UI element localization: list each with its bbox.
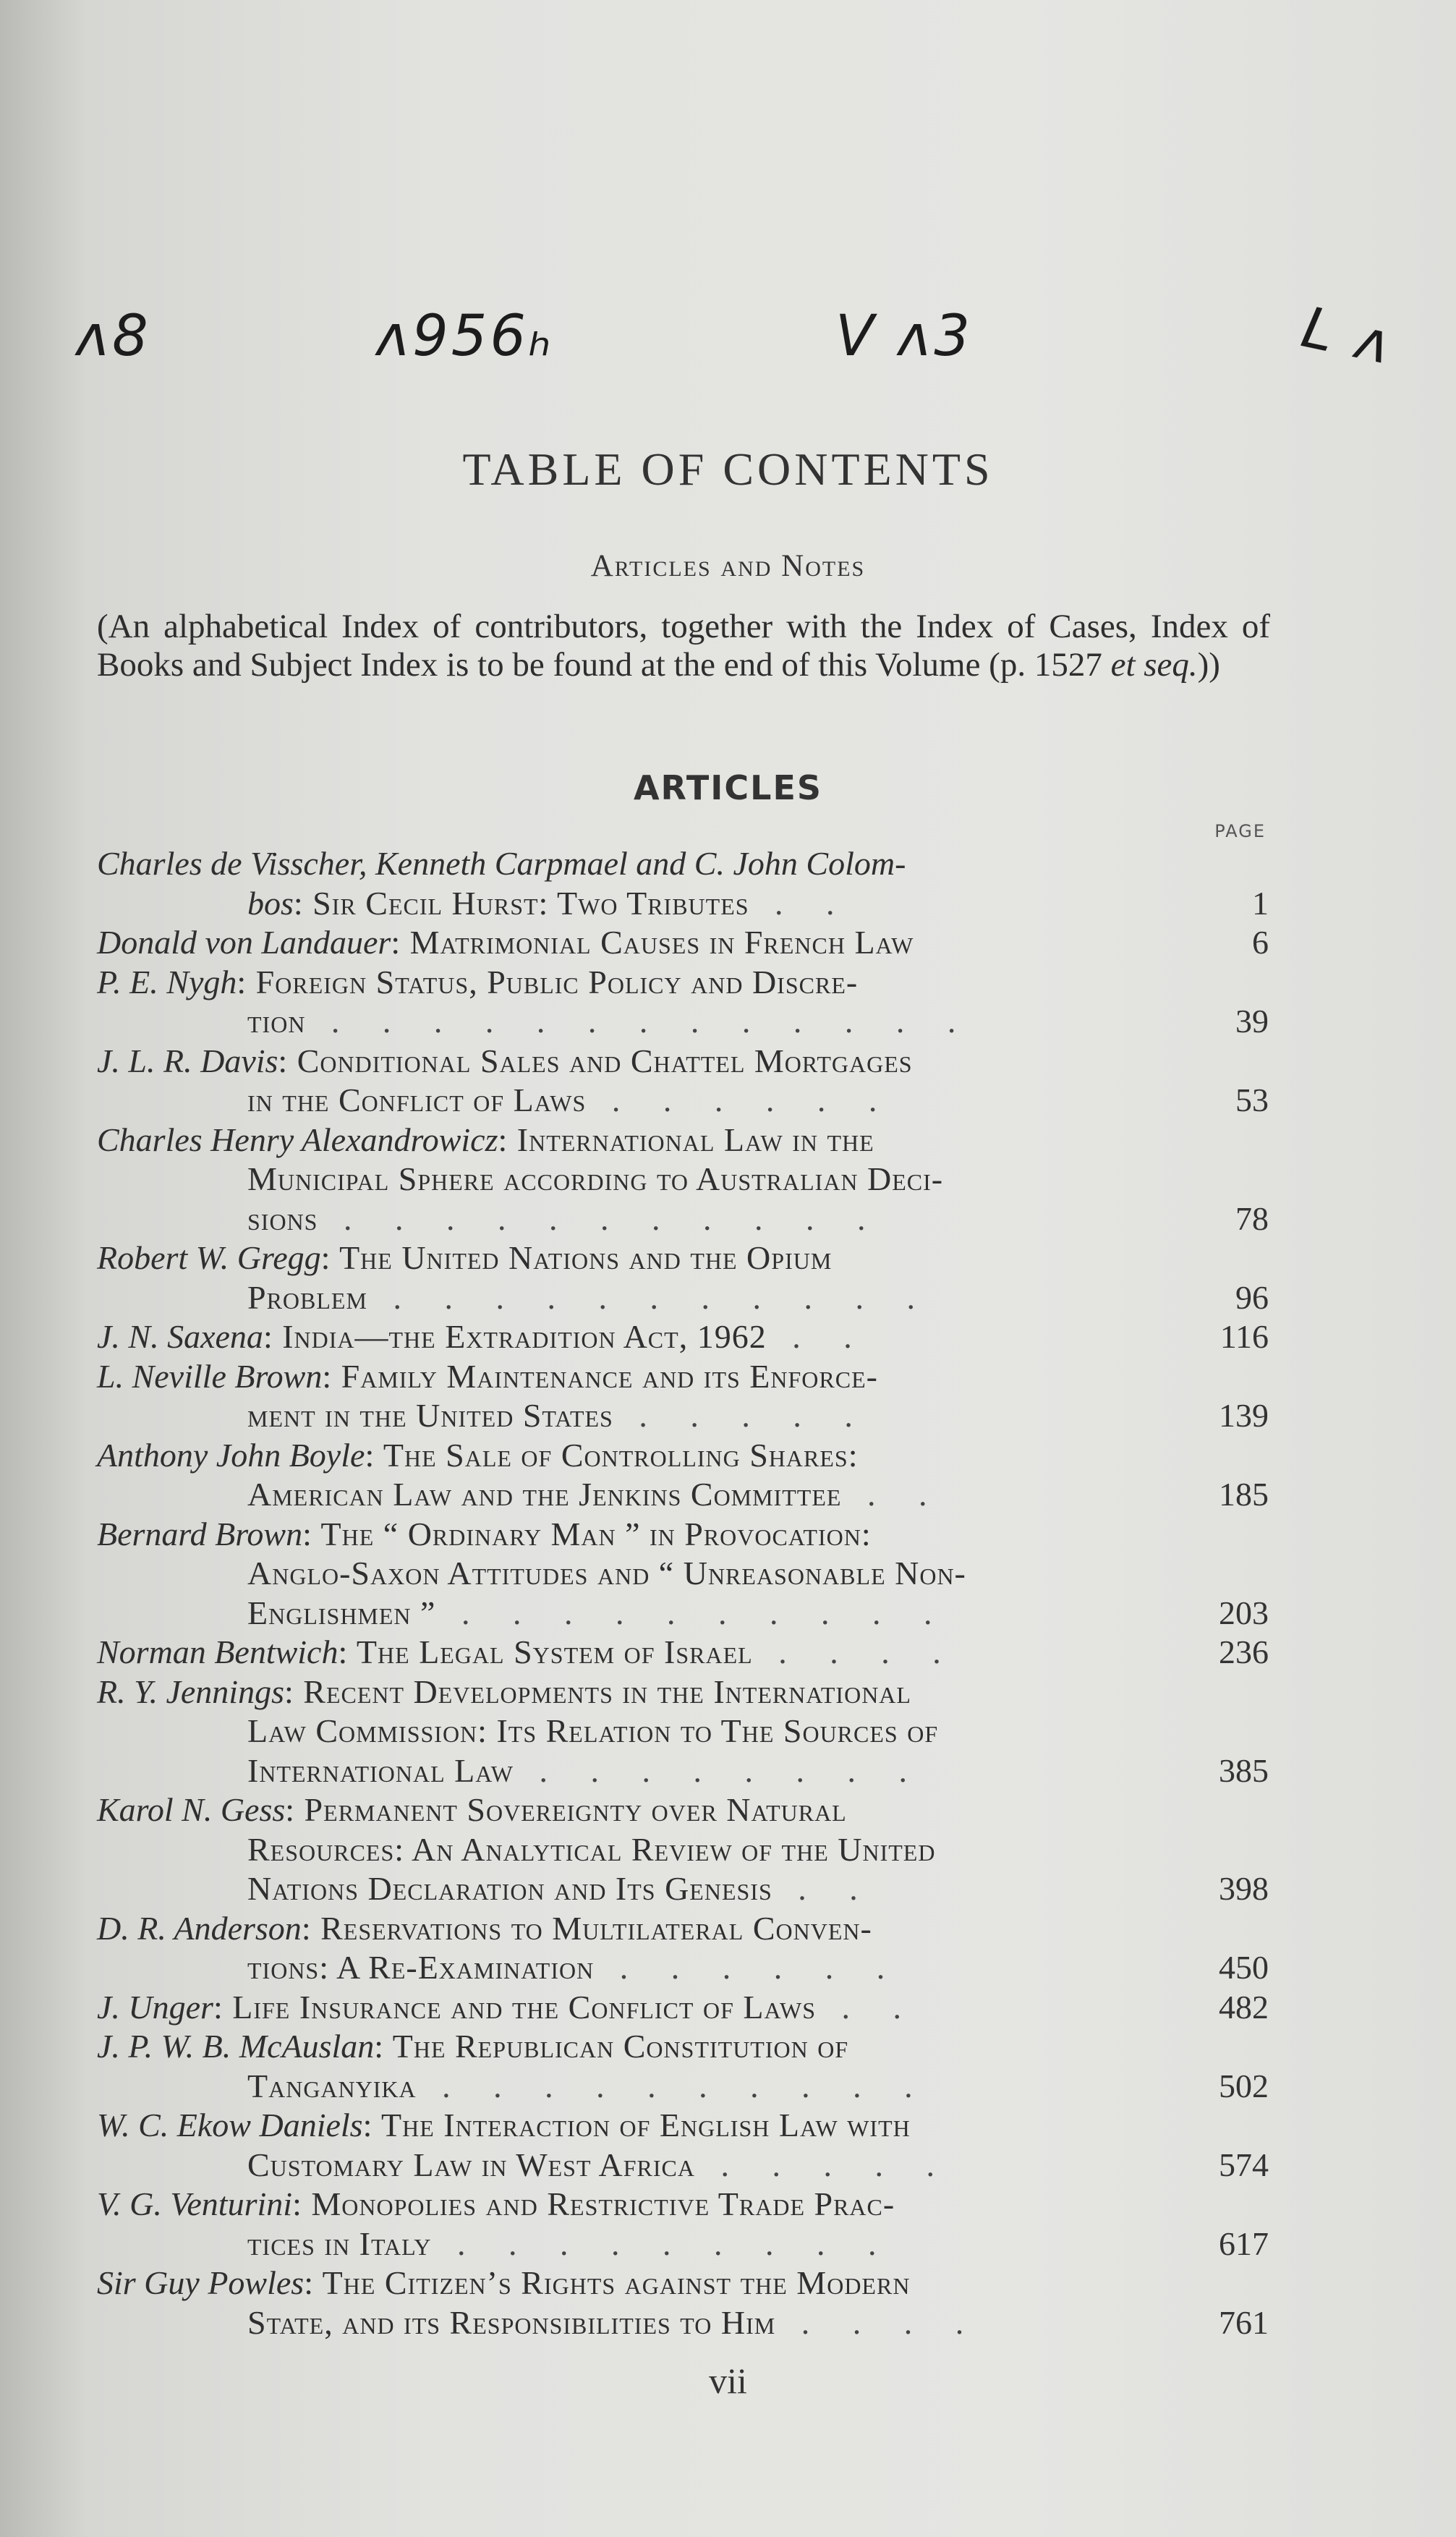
intro-paragraph [97, 608, 1270, 684]
contents-entry [97, 1121, 1269, 1239]
entry-leader-dots: . . . . . . . . . [431, 2224, 894, 2262]
entry-page-number: 450 [1219, 1949, 1269, 1986]
contents-entry [97, 2185, 1269, 2264]
entry-line [97, 1042, 1269, 1081]
entry-title: Anglo-Saxon Attitudes and “ Unreasonable Non- [247, 1555, 966, 1592]
entry-title: : The Citizen’s Rights against the Modern [304, 2264, 911, 2301]
entry-line [97, 1554, 1269, 1594]
entry-title: : Monopolies and Restrictive Trade Prac- [292, 2185, 895, 2222]
entry-line [97, 2106, 1269, 2146]
entry-title: Resources: An Analytical Review of the United [247, 1830, 936, 1868]
entry-page-number: 617 [1219, 2224, 1269, 2262]
entry-title: Law Commission: Its Relation to The Sources of [247, 1712, 939, 1749]
entry-title: : Matrimonial Causes in French Law [391, 924, 914, 961]
entry-title: ment in the United States [247, 1397, 613, 1434]
entry-line [97, 1002, 1269, 1042]
entry-line [97, 1121, 1269, 1160]
entry-author: L. Neville Brown [97, 1357, 323, 1395]
entry-title: : Recent Developments in the International [284, 1673, 911, 1710]
entry-line [97, 1673, 1269, 1712]
entry-line [97, 2185, 1269, 2224]
entry-author: Donald von Landauer [97, 924, 391, 961]
contents-entry [97, 844, 1269, 923]
entry-author: J. Unger [97, 1988, 213, 2026]
contents-entry [97, 1673, 1269, 1791]
entry-page-number: 385 [1219, 1751, 1269, 1789]
handwritten-mark-3: V ᴧ3 [835, 304, 973, 369]
entry-author: Norman Bentwich [97, 1633, 339, 1670]
entry-leader-dots: . . . . . [694, 2146, 952, 2183]
entry-author: Charles Henry Alexandrowicz [97, 1121, 498, 1158]
intro-text-after: )) [1197, 646, 1220, 684]
entry-title: : The Legal System of Israel [338, 1633, 753, 1670]
entry-line [97, 1790, 1269, 1830]
contents-list [97, 844, 1269, 2342]
entry-leader-dots: . . [841, 1476, 945, 1513]
entry-leader-dots: . . . . [775, 2303, 982, 2341]
entry-author: P. E. Nygh [97, 963, 237, 1000]
entry-line [97, 1869, 1269, 1909]
entry-title: Municipal Sphere according to Australian Deci- [247, 1160, 944, 1197]
entry-title: : Sir Cecil Hurst: Two Tributes [293, 884, 749, 922]
handwritten-mark-4: L ᴧ [1296, 294, 1400, 378]
contents-entry [97, 2264, 1269, 2342]
entry-line [97, 1081, 1269, 1121]
entry-author: D. R. Anderson [97, 1909, 302, 1947]
intro-text-italic: et seq. [1110, 646, 1198, 684]
entry-page-number: 502 [1219, 2067, 1269, 2104]
entry-page-number: 116 [1219, 1318, 1269, 1355]
entry-leader-dots: . . . . . . . . . . [435, 1594, 950, 1631]
entry-author: V. G. Venturini [97, 2185, 293, 2222]
entry-line [97, 2303, 1269, 2343]
entry-title: : Permanent Sovereignty over Natural [285, 1791, 847, 1828]
entry-author: Sir Guy Powles [97, 2264, 305, 2301]
entry-line [97, 1357, 1269, 1397]
entry-line [97, 2146, 1269, 2185]
page-column-label: PAGE [1214, 821, 1266, 841]
entry-title: sions [247, 1199, 318, 1237]
entry-title: : International Law in the [498, 1121, 874, 1158]
entry-line [97, 1515, 1269, 1555]
entry-line [97, 1830, 1269, 1870]
entry-title: : The United Nations and the Opium [320, 1239, 833, 1276]
entry-page-number: 398 [1219, 1870, 1269, 1907]
contents-entry [97, 923, 1269, 963]
entry-page-number: 39 [1235, 1003, 1269, 1040]
entry-line [97, 1988, 1269, 2028]
entry-leader-dots: . . . . . [613, 1397, 870, 1434]
entry-title: American Law and the Jenkins Committee [247, 1476, 842, 1513]
entry-title: tion [247, 1003, 306, 1040]
entry-page-number: 236 [1219, 1633, 1269, 1670]
entry-page-number: 203 [1219, 1594, 1269, 1631]
entry-title: : Reservations to Multilateral Conven- [301, 1909, 872, 1947]
entry-title: tions: A Re-Examination [247, 1949, 595, 1986]
entry-line [97, 1317, 1269, 1357]
entry-title: in the Conflict of Laws [247, 1081, 587, 1118]
entry-leader-dots: . . [766, 1318, 869, 1355]
entry-page-number: 482 [1219, 1988, 1269, 2026]
entry-author: Anthony John Boyle [97, 1436, 365, 1474]
section-subtitle: Articles and Notes [590, 549, 866, 583]
entry-page-number: 1 [1252, 884, 1269, 922]
contents-entry [97, 963, 1269, 1042]
contents-entry [97, 1436, 1269, 1515]
entry-leader-dots: . . . . . . . . [513, 1751, 924, 1789]
entry-title: : India—the Extradition Act, 1962 [263, 1318, 767, 1355]
entry-leader-dots: . . . . . . [594, 1949, 903, 1986]
entry-leader-dots: . . . . . . . . . . . [318, 1199, 883, 1237]
entry-line [97, 1909, 1269, 1949]
entry-leader-dots: . . . . [752, 1633, 958, 1670]
entry-author: J. N. Saxena [97, 1318, 263, 1355]
entry-line [97, 1199, 1269, 1239]
contents-entry [97, 1988, 1269, 2028]
entry-title: : The “ Ordinary Man ” in Provocation: [302, 1515, 872, 1552]
entry-leader-dots: . . . . . . . . . . . . . [305, 1003, 974, 1040]
entry-title: : The Sale of Controlling Shares: [365, 1436, 859, 1474]
entry-line [97, 1396, 1269, 1436]
entry-title: : The Republican Constitution of [374, 2028, 849, 2065]
entry-page-number: 53 [1235, 1081, 1269, 1118]
handwritten-mark-1: ᴧ8 [76, 304, 151, 369]
intro-text-before: (An alphabetical Index of contributors, together with the Index of Cases, Index of Books and Subject Index is to be found at the end of this Volume (p. 1527 [97, 608, 1270, 684]
entry-author: Robert W. Gregg [97, 1239, 321, 1276]
entry-page-number: 78 [1235, 1199, 1269, 1237]
entry-title: : Life Insurance and the Conflict of Laws [213, 1988, 817, 2026]
entry-page-number: 96 [1235, 1278, 1269, 1316]
contents-entry [97, 2027, 1269, 2106]
entry-line [97, 1436, 1269, 1476]
entry-title: : Foreign Status, Public Policy and Discre- [237, 963, 859, 1000]
contents-entry [97, 1633, 1269, 1673]
entry-line [97, 1712, 1269, 1751]
entry-title: : Conditional Sales and Chattel Mortgages [278, 1042, 913, 1079]
entry-line [97, 884, 1269, 924]
entry-leader-dots: . . . . . . . . . . [416, 2067, 930, 2104]
entry-title: Problem [247, 1278, 367, 1316]
handwritten-mark-2: ᴧ956ₕ [376, 304, 555, 369]
entry-line [97, 1238, 1269, 1278]
entry-title: Nations Declaration and Its Genesis [247, 1870, 772, 1907]
entry-line [97, 1594, 1269, 1633]
contents-entry [97, 2106, 1269, 2185]
page-title: TABLE OF CONTENTS [462, 443, 994, 495]
entry-author: Bernard Brown [97, 1515, 303, 1552]
entry-author: R. Y. Jennings [97, 1673, 284, 1710]
contents-entry [97, 1909, 1269, 1988]
entry-page-number: 6 [1252, 924, 1269, 961]
entry-page-number: 574 [1219, 2146, 1269, 2183]
entry-line [97, 2264, 1269, 2303]
entry-title: : The Interaction of English Law with [362, 2107, 911, 2143]
entry-page-number: 139 [1219, 1397, 1269, 1434]
contents-entry [97, 1042, 1269, 1121]
entry-line [97, 1751, 1269, 1791]
contents-entry [97, 1317, 1269, 1357]
articles-heading: ARTICLES [633, 768, 823, 807]
entry-line [97, 923, 1269, 963]
contents-entry [97, 1357, 1269, 1436]
entry-line [97, 2224, 1269, 2264]
entry-title: : Family Maintenance and its Enforce- [322, 1357, 878, 1395]
entry-leader-dots: . . [772, 1870, 875, 1907]
entry-title: State, and its Responsibilities to Him [247, 2303, 776, 2341]
entry-line [97, 1948, 1269, 1988]
entry-leader-dots: . . [816, 1988, 919, 2026]
entry-line [97, 1475, 1269, 1515]
entry-author: bos [247, 884, 294, 922]
entry-page-number: 761 [1219, 2303, 1269, 2341]
entry-author: Karol N. Gess [97, 1791, 286, 1828]
contents-entry [97, 1790, 1269, 1909]
entry-leader-dots: . . . . . . [586, 1081, 895, 1118]
entry-title: Englishmen ” [247, 1594, 436, 1631]
entry-author: J. P. W. B. McAuslan [97, 2028, 375, 2065]
entry-title: International Law [247, 1751, 514, 1789]
page-number: vii [709, 2360, 747, 2401]
entry-leader-dots: . . . . . . . . . . . [367, 1278, 932, 1316]
entry-line [97, 2027, 1269, 2067]
entry-author: W. C. Ekow Daniels [97, 2107, 363, 2143]
contents-entry [97, 1238, 1269, 1317]
entry-line [97, 2067, 1269, 2107]
entry-line [97, 1278, 1269, 1318]
entry-leader-dots: . . [749, 884, 852, 922]
entry-author: Charles de Visscher, Kenneth Carpmael and C. John Colom- [97, 845, 906, 882]
entry-author: J. L. R. Davis [97, 1042, 278, 1079]
entry-line [97, 844, 1269, 884]
entry-line [97, 1633, 1269, 1673]
entry-title: Customary Law in West Africa [247, 2146, 695, 2183]
entry-title: Tanganyika [247, 2067, 417, 2104]
entry-title: tices in Italy [247, 2224, 432, 2262]
entry-line [97, 1160, 1269, 1199]
entry-line [97, 963, 1269, 1003]
contents-entry [97, 1515, 1269, 1633]
entry-page-number: 185 [1219, 1476, 1269, 1513]
